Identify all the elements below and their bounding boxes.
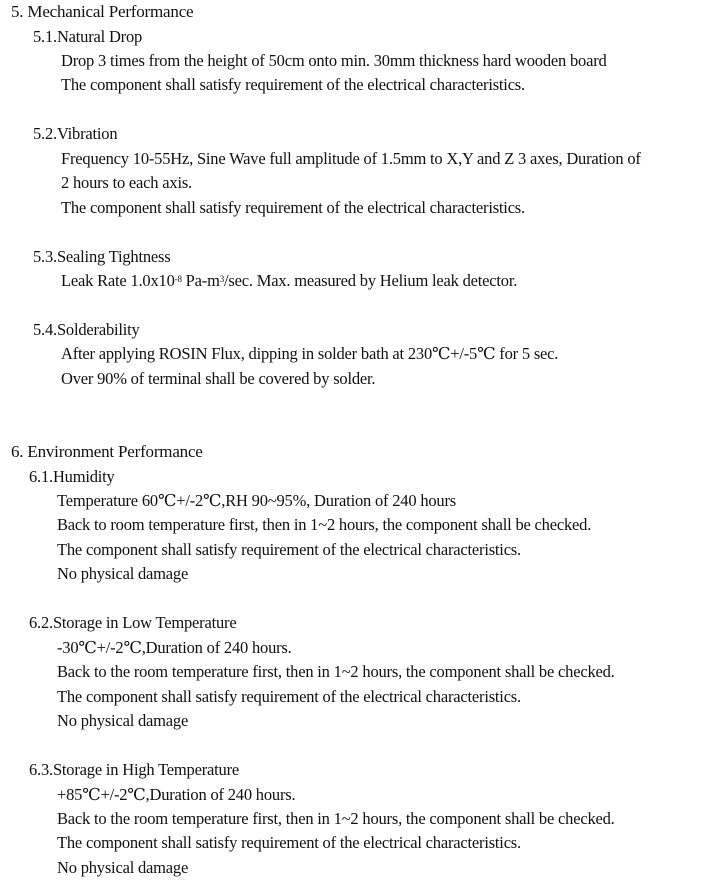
subsection-5-1-line-2: The component shall satisfy requirement of the electrical characteristics. [61, 75, 525, 94]
subsection-6-1-line-2: Back to room temperature first, then in 1~2 hours, the component shall be checked. [57, 515, 592, 534]
section-6-title: 6. Environment Performance [11, 442, 203, 461]
cubic-exponent: 3 [219, 274, 225, 284]
subsection-5-1-title: 5.1.Natural Drop [33, 27, 143, 46]
leak-rate-text-c: /sec. Max. measured by Helium leak detector. [224, 271, 518, 290]
subsection-6-2-line-3: The component shall satisfy requirement of the electrical characteristics. [57, 687, 521, 706]
subsection-6-2-line-2: Back to the room temperature first, then in 1~2 hours, the component shall be checked. [57, 662, 615, 681]
subsection-6-2-line-4: No physical damage [57, 711, 189, 730]
subsection-5-1-line-1: Drop 3 times from the height of 50cm onto min. 30mm thickness hard wooden board [61, 51, 607, 70]
subsection-5-3-leak-rate [61, 271, 517, 291]
subsection-5-4-line-2: Over 90% of terminal shall be covered by solder. [61, 369, 376, 388]
subsection-6-2-title: 6.2.Storage in Low Temperature [29, 613, 237, 632]
subsection-6-1-line-1: Temperature 60℃+/-2℃,RH 90~95%, Duration of 240 hours [57, 491, 456, 510]
section-5-title: 5. Mechanical Performance [11, 2, 194, 21]
subsection-6-3-title: 6.3.Storage in High Temperature [29, 760, 239, 779]
leak-rate-exponent: -8 [174, 274, 182, 284]
subsection-6-1-line-4: No physical damage [57, 564, 189, 583]
subsection-5-2-line-2: 2 hours to each axis. [61, 173, 192, 192]
subsection-6-3-line-3: The component shall satisfy requirement of the electrical characteristics. [57, 833, 521, 852]
subsection-5-3-title: 5.3.Sealing Tightness [33, 247, 171, 266]
leak-rate-text-b: Pa-m [181, 271, 220, 290]
subsection-5-4-title: 5.4.Solderability [33, 320, 140, 339]
subsection-6-2-line-1: -30℃+/-2℃,Duration of 240 hours. [57, 638, 292, 657]
subsection-5-2-line-3: The component shall satisfy requirement of the electrical characteristics. [61, 198, 525, 217]
subsection-6-3-line-2: Back to the room temperature first, then in 1~2 hours, the component shall be checked. [57, 809, 615, 828]
subsection-6-1-title: 6.1.Humidity [29, 467, 115, 486]
subsection-6-1-line-3: The component shall satisfy requirement of the electrical characteristics. [57, 540, 521, 559]
subsection-5-2-line-1: Frequency 10-55Hz, Sine Wave full amplitude of 1.5mm to X,Y and Z 3 axes, Duration of [61, 149, 641, 168]
subsection-5-4-line-1: After applying ROSIN Flux, dipping in solder bath at 230℃+/-5℃ for 5 sec. [61, 344, 559, 363]
leak-rate-text-a: Leak Rate 1.0x10 [61, 271, 175, 290]
subsection-6-3-line-1: +85℃+/-2℃,Duration of 240 hours. [57, 785, 296, 804]
subsection-6-3-line-4: No physical damage [57, 858, 189, 877]
subsection-5-2-title: 5.2.Vibration [33, 124, 118, 143]
